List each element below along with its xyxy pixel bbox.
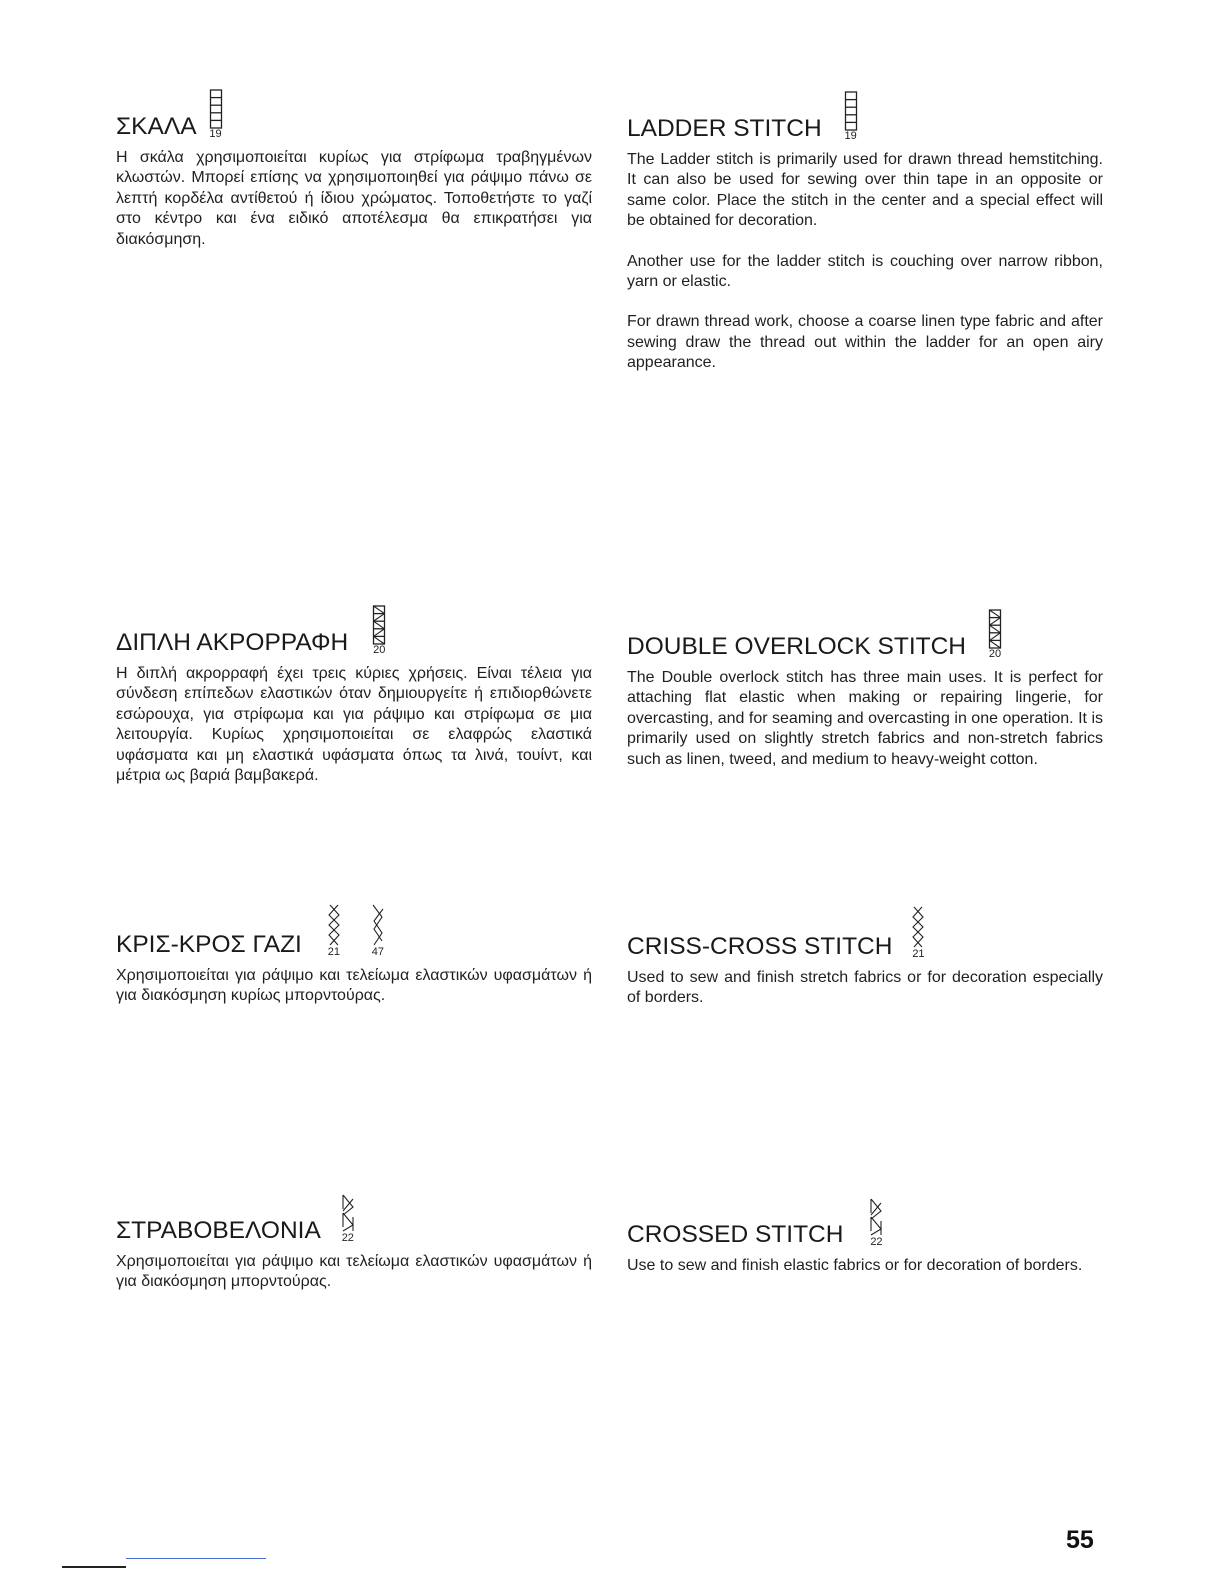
section-paragraph: Used to sew and finish stretch fabrics or for decoration especially of borders.	[627, 969, 1103, 1007]
stitch-number: 19	[209, 128, 222, 140]
stitch-symbol	[209, 89, 223, 140]
section-criss-cross-en	[627, 900, 1103, 1009]
section-paragraph: The Ladder stitch is primarily used for drawn thread hemstitching. It can also be used for sewing over thin tape in an opposite or same color. Place the stitch in the center and a special effect will be obtained for decoration.	[627, 151, 1103, 230]
criss-cross-stitch-icon	[326, 903, 342, 947]
section-heading	[116, 80, 592, 140]
criss-cross-stitch-icon	[910, 905, 926, 949]
section-ladder-en	[627, 82, 1103, 374]
section-heading	[116, 596, 592, 656]
stitch-number: 20	[373, 644, 386, 656]
stitch-number: 21	[327, 946, 340, 958]
section-paragraph: Χρησιμοποιείται για ράψιμο και τελείωμα ελαστικών υφασμάτων ή για διακόσμηση κυρίως μπορντούρας.	[116, 967, 592, 1005]
section-paragraph: Η διπλή ακρορραφή έχει τρεις κύριες χρήσεις. Είναι τέλεια για σύνδεση επίπεδων ελαστικών όταν δημιουργείτε ή επιδιορθώνετε εσώρουχα, για στρίφωμα και για ράψιμο και στρίφωμα σε μια λειτουργία. Κυρίως χρησιμοποιείται σε ελαφρώς ελαστικά υφάσματα και μη ελαστικά υφάσματα όπως τα λινά, τουίντ, και μέτρια ως βαριά βαμβακερά.	[116, 665, 592, 785]
section-title: ΔΙΠΛΗ ΑΚΡΟΡΡΑΦΗ	[116, 628, 349, 656]
section-crossed-el	[116, 1184, 592, 1293]
section-paragraph: Η σκάλα χρησιμοποιείται κυρίως για στρίφωμα τραβηγμένων κλωστών. Μπορεί επίσης να χρησιμοποιηθεί για ράψιμο πάνω σε λεπτή κορδέλα αντίθετού ή ίδιου χρώματος. Τοποθετήστε το γαζί στο κέντρο και ένα ειδικό αποτέλεσμα θα επικρατήσει για διακόσμηση.	[116, 149, 592, 248]
stitch-number: 19	[844, 130, 857, 142]
section-paragraph: Use to sew and finish elastic fabrics or for decoration of borders.	[627, 1257, 1083, 1274]
section-title: ΣΚΑΛΑ	[116, 112, 197, 140]
section-heading	[627, 600, 1103, 660]
section-title: ΚΡΙΣ-ΚΡΟΣ ΓΑΖΙ	[116, 930, 302, 958]
section-double-overlock-en	[627, 600, 1103, 770]
stitch-symbol	[988, 609, 1002, 660]
footer-rule-accent	[126, 1558, 266, 1559]
section-paragraph: Χρησιμοποιείται για ράψιμο και τελείωμα ελαστικών υφασμάτων ή για διακόσμηση μπορντούρας.	[116, 1253, 592, 1291]
stitch-number: 21	[912, 948, 925, 960]
page-number: 55	[1066, 1526, 1094, 1554]
double-overlock-stitch-icon	[372, 605, 386, 645]
section-paragraph: The Double overlock stitch has three main uses. It is perfect for attaching flat elastic when making or repairing lingerie, for overcasting, and for seaming and overcasting in one operation. It is primarily used on slightly stretch fabrics and non-stretch fabrics such as linen, tweed, and medium to heavy-weight cotton.	[627, 669, 1103, 768]
stitch-symbol	[844, 91, 858, 142]
section-double-overlock-el	[116, 596, 592, 786]
stitch-symbol	[869, 1197, 883, 1248]
stitch-symbol	[326, 903, 342, 958]
section-heading	[627, 82, 1103, 142]
double-overlock-stitch-icon	[988, 609, 1002, 649]
section-title: DOUBLE OVERLOCK STITCH	[627, 632, 966, 660]
criss-cross-stitch-alt-icon	[370, 903, 386, 947]
crossed-stitch-icon	[869, 1197, 883, 1237]
stitch-number: 20	[988, 648, 1002, 660]
stitch-symbol	[370, 903, 386, 958]
section-title: ΣΤΡΑΒΟΒΕΛΟΝΙΑ	[116, 1216, 321, 1244]
section-heading	[116, 898, 592, 958]
stitch-symbol	[910, 905, 926, 960]
stitch-number: 47	[371, 946, 384, 958]
ladder-stitch-icon	[209, 89, 223, 129]
stitch-symbol	[372, 605, 386, 656]
crossed-stitch-icon	[341, 1193, 355, 1233]
section-paragraph: Another use for the ladder stitch is couching over narrow ribbon, yarn or elastic.	[627, 252, 1103, 291]
ladder-stitch-icon	[844, 91, 858, 131]
section-criss-cross-el	[116, 898, 592, 1007]
section-heading	[627, 1188, 1103, 1248]
section-heading	[116, 1184, 592, 1244]
section-title: CROSSED STITCH	[627, 1220, 844, 1248]
section-title: CRISS-CROSS STITCH	[627, 932, 893, 960]
footer-rule	[62, 1566, 126, 1568]
stitch-number: 22	[870, 1236, 883, 1248]
section-crossed-en	[627, 1188, 1103, 1276]
section-title: LADDER STITCH	[627, 114, 822, 142]
stitch-number: 22	[341, 1232, 354, 1244]
section-ladder-el	[116, 80, 592, 250]
stitch-symbol	[341, 1193, 355, 1244]
section-paragraph: For drawn thread work, choose a coarse linen type fabric and after sewing draw the thread out within the ladder for an open airy appearance.	[627, 313, 1103, 372]
section-heading	[627, 900, 1103, 960]
